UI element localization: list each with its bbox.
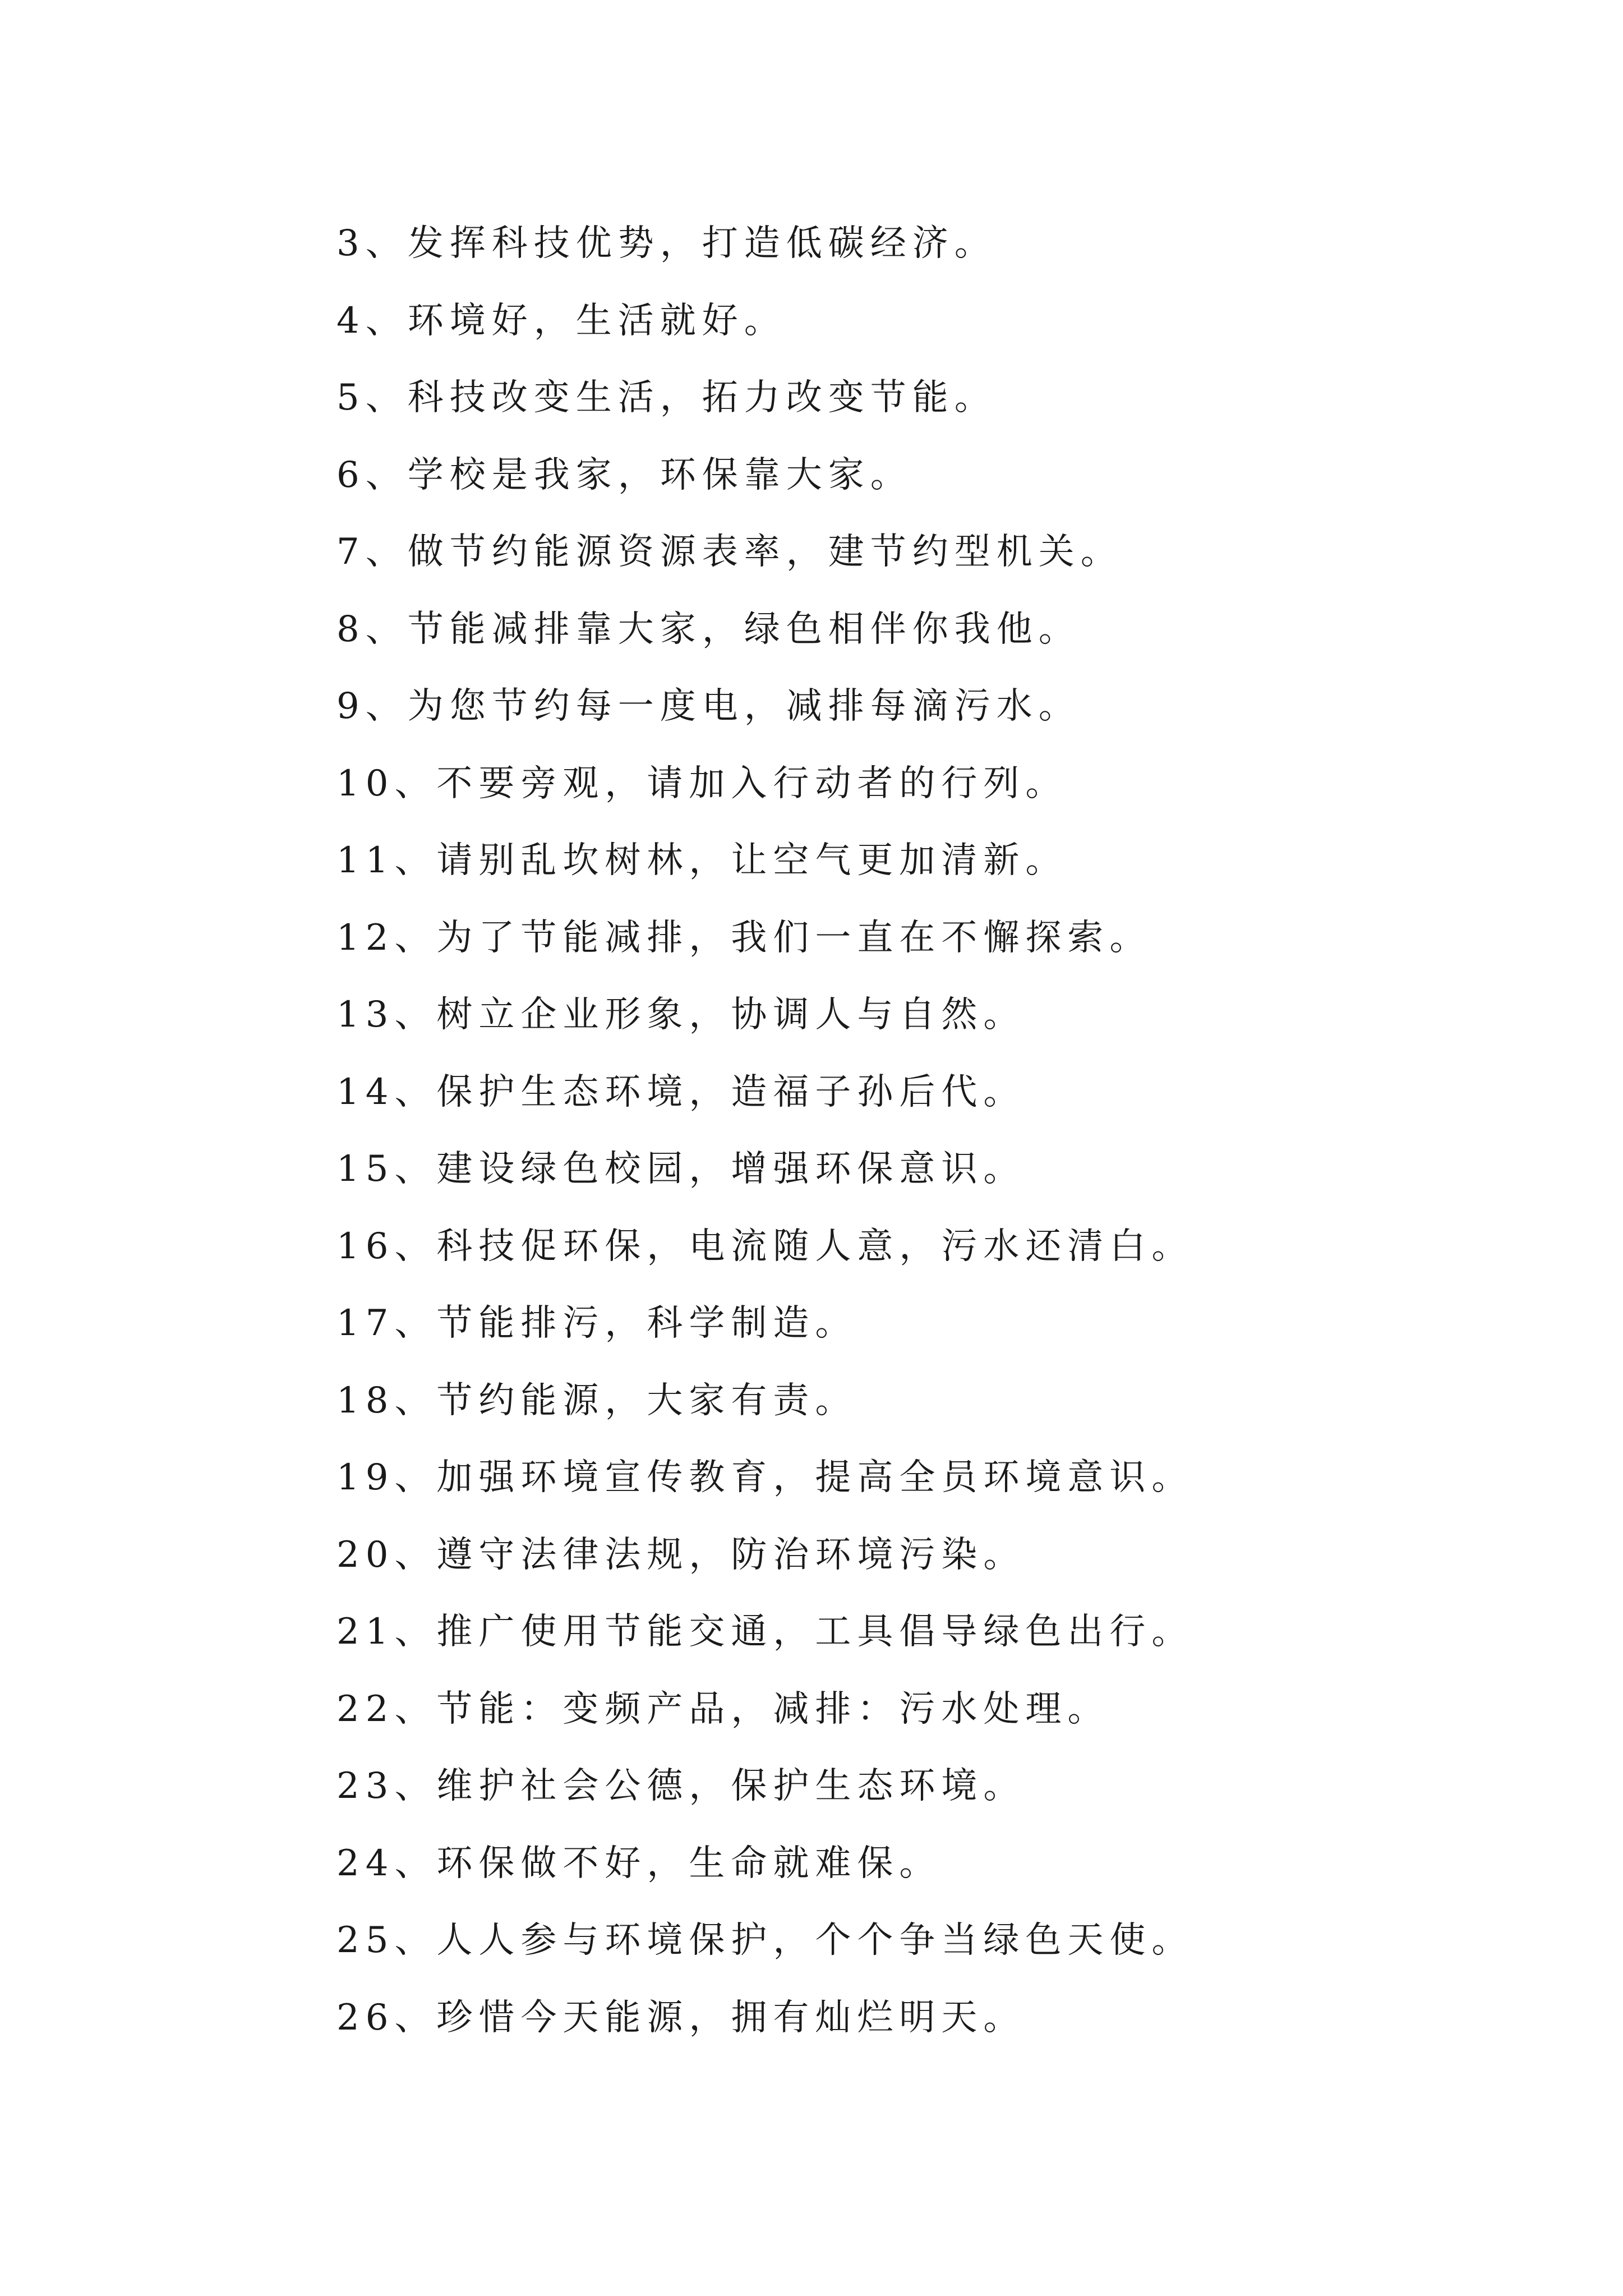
slogan-item: 10、不要旁观，请加入行动者的行列。 — [336, 762, 1068, 804]
slogan-item: 20、遵守法律法规，防治环境污染。 — [336, 1534, 1026, 1576]
slogan-item: 24、环保做不好，生命就难保。 — [336, 1842, 942, 1884]
slogan-item: 5、科技改变生活，拓力改变节能。 — [336, 377, 997, 418]
slogan-list — [336, 205, 1623, 2056]
slogan-item: 3、发挥科技优势，打造低碳经济。 — [336, 223, 997, 264]
slogan-item: 4、环境好，生活就好。 — [336, 300, 786, 342]
slogan-item: 25、人人参与环境保护，个个争当绿色天使。 — [336, 1920, 1194, 1961]
slogan-item: 17、节能排污，科学制造。 — [336, 1303, 857, 1344]
slogan-item: 9、为您节约每一度电，减排每滴污水。 — [336, 685, 1081, 727]
slogan-item: 19、加强环境宣传教育，提高全员环境意识。 — [336, 1457, 1194, 1498]
slogan-item: 26、珍惜今天能源，拥有灿烂明天。 — [336, 1996, 1026, 2039]
slogan-item: 16、科技促环保，电流随人意，污水还清白。 — [336, 1225, 1194, 1267]
slogan-item: 22、节能：变频产品，减排：污水处理。 — [336, 1688, 1110, 1730]
slogan-item: 13、树立企业形象，协调人与自然。 — [336, 994, 1026, 1036]
slogan-item: 18、节约能源，大家有责。 — [336, 1379, 857, 1421]
slogan-item: 12、为了节能减排，我们一直在不懈探索。 — [336, 917, 1152, 959]
slogan-item: 14、保护生态环境，造福子孙后代。 — [336, 1071, 1026, 1113]
slogan-item: 21、推广使用节能交通，工具倡导绿色出行。 — [336, 1611, 1194, 1653]
slogan-item: 15、建设绿色校园，增强环保意识。 — [336, 1148, 1026, 1190]
slogan-item: 7、做节约能源资源表率，建节约型机关。 — [336, 531, 1123, 573]
slogan-item: 6、学校是我家，环保靠大家。 — [336, 454, 912, 496]
slogan-item: 8、节能减排靠大家，绿色相伴你我他。 — [336, 608, 1081, 650]
slogan-item: 11、请别乱坎树林，让空气更加清新。 — [336, 840, 1068, 881]
slogan-item: 23、维护社会公德，保护生态环境。 — [336, 1765, 1026, 1807]
